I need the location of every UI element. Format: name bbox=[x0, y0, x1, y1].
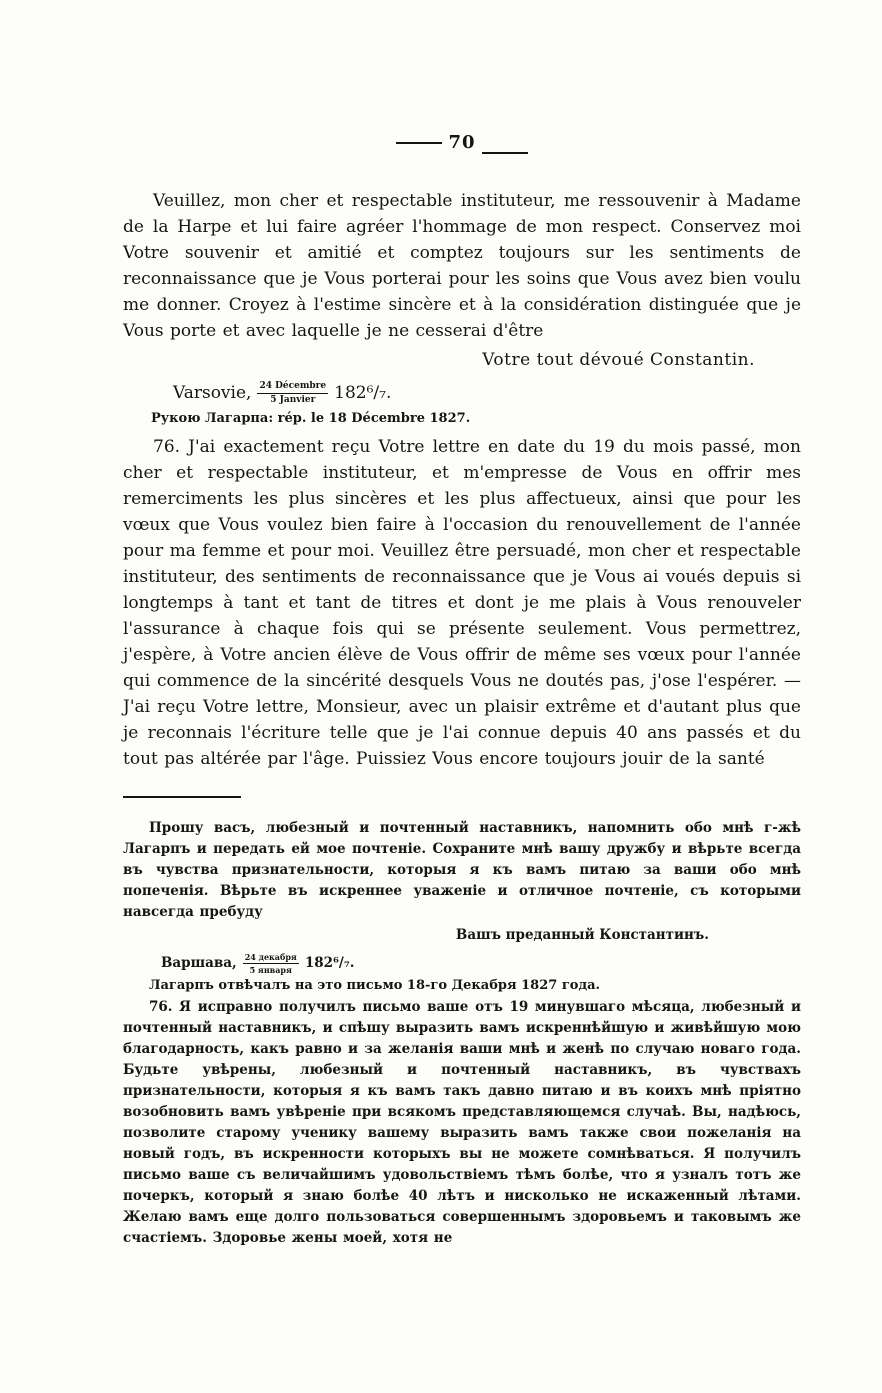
french-dateline-place: Varsovie, bbox=[173, 383, 252, 403]
russian-reply-note: Лагарпъ отвѣчалъ на это письмо 18-го Декабря 1827 года. bbox=[149, 978, 601, 993]
russian-signature: Вашъ преданный Константинъ. bbox=[455, 927, 709, 943]
french-date-top: 24 Décembre bbox=[257, 381, 328, 394]
archival-note-french: Рукою Лагарпа: rép. le 18 Décembre 1827. bbox=[151, 411, 471, 426]
page-header bbox=[123, 132, 801, 166]
page-number: 70 bbox=[448, 132, 476, 153]
russian-date-fraction bbox=[243, 952, 299, 975]
russian-dateline-year: 182⁶/₇. bbox=[304, 955, 355, 971]
footnote-separator-rule bbox=[123, 796, 241, 798]
french-dateline-year: 182⁶/₇. bbox=[334, 383, 392, 403]
french-paragraph-2: 76. J'ai exactement reçu Votre lettre en date du 19 du mois passé, mon cher et respectable instituteur, et m'empresse de Vous en offrir mes remerciments les plus sincères et les plus affectueux, ainsi que pour les vœux que Vous voulez bien faire à l'occasion du renouvellement de l'année pour ma femme et pour moi. Veuillez être persuadé, mon cher et respectable instituteur, des sentiments de reconnaissance que je Vous ai voués depuis si longtemps à tant et tant de titres et dont je me plais à Vous renouveler l'assurance à chaque fois qui se présente seulement. Vous permettrez, j'espère, à Votre ancien élève de Vous offrir de même ses vœux pour l'année qui commence de la sincérité desquels Vous ne doutés pas, j'ose l'espérer. — J'ai reçu Votre lettre, Monsieur, avec un plaisir extrême et d'autant plus que je reconnais l'écriture telle que je l'ai connue depuis 40 ans passés et du tout pas altérée par l'âge. Puissiez Vous encore toujours jouir de la santé bbox=[123, 437, 801, 769]
russian-date-bottom: 5 января bbox=[249, 964, 292, 975]
page-content bbox=[123, 132, 801, 1249]
russian-date-top: 24 декабря bbox=[244, 951, 297, 962]
header-rule-right bbox=[482, 152, 528, 154]
french-date-bottom: 5 Janvier bbox=[270, 394, 316, 405]
french-signature: Votre tout dévoué Constantin. bbox=[482, 350, 755, 370]
russian-paragraph-2: 76. Я исправно получилъ письмо ваше отъ 19 минувшаго мѣсяца, любезный и почтенный наставникъ, и спѣшу выразить вамъ искреннѣйшую и живѣйшую мою благодарность, какъ равно и за желанія ваши мнѣ и женѣ по случаю новаго года. Будьте увѣрены, любезный и почтенный наставникъ, въ чувствахъ признательности, которыя я къ вамъ такъ давно питаю и въ коихъ мнѣ пріятно возобновить вамъ увѣреніе при всякомъ представляющемся случаѣ. Вы, надѣюсь, позволите старому ученику вашему выразить вамъ также свои пожеланія на новый годъ, въ искренности которыхъ вы не можете сомнѣваться. Я получилъ письмо ваше съ величайшимъ удовольствіемъ тѣмъ болѣе, что я узналъ тотъ же почеркъ, который я знаю болѣе 40 лѣтъ и нисколько не искаженный лѣтами. Желаю вамъ еще долго пользоваться совершеннымъ здоровьемъ и таковымъ же счастіемъ. Здоровье жены моей, хотя не bbox=[123, 999, 801, 1246]
russian-dateline-place: Варшава, bbox=[161, 955, 237, 971]
russian-paragraph-1: Прошу васъ, любезный и почтенный наставникъ, напомнить обо мнѣ г-жѣ Лагарпъ и передать ей мое почтеніе. Сохраните мнѣ вашу дружбу и вѣрьте всегда въ чувства признательности, которыя я къ вамъ питаю за ваши обо мнѣ попеченія. Вѣрьте въ искреннее уваженіе и отличное почтеніе, съ которыми навсегда пребуду bbox=[123, 820, 801, 920]
russian-dateline bbox=[161, 950, 801, 976]
french-dateline bbox=[173, 378, 801, 408]
french-date-fraction bbox=[257, 381, 328, 406]
header-rule-left bbox=[396, 142, 442, 144]
french-paragraph-1: Veuillez, mon cher et respectable instituteur, me ressouvenir à Madame de la Harpe et lui faire agréer l'hommage de mon respect. Conservez moi Votre souvenir et amitié et comptez toujours sur les sentiments de reconnaissance que je Vous porterai pour les soins que Vous avez bien voulu me donner. Croyez à l'estime sincère et à la considération distinguée que je Vous porte et avec laquelle je ne cesserai d'être bbox=[123, 191, 801, 341]
